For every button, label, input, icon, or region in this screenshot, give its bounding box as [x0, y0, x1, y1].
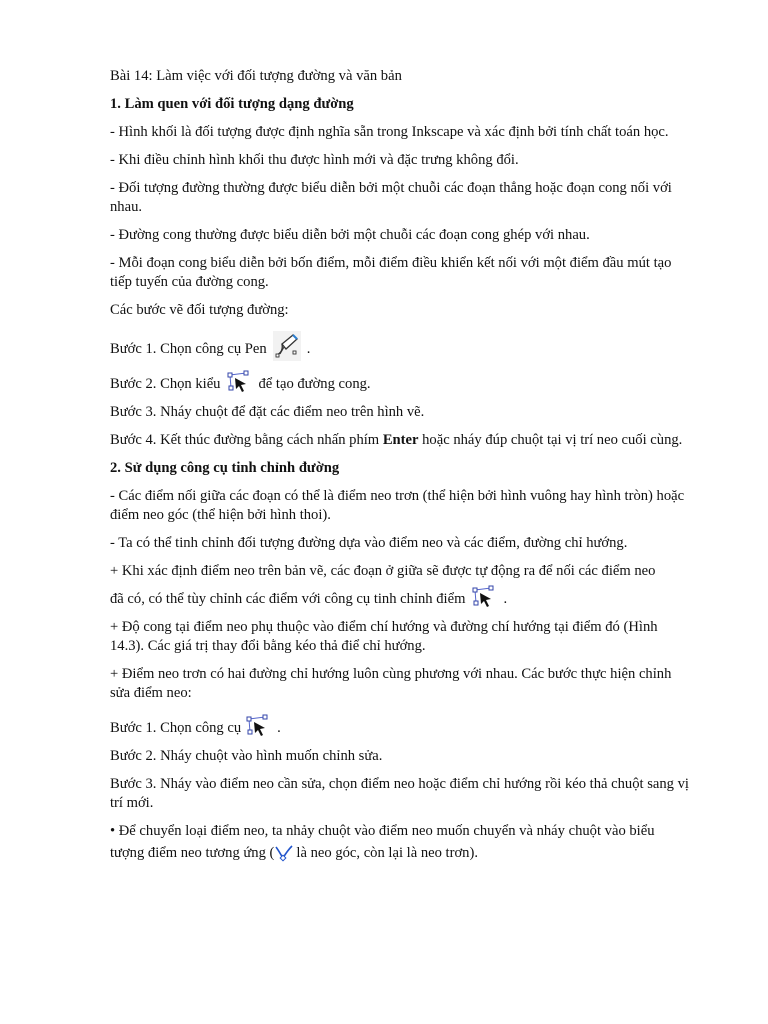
edit-step2: Bước 2. Nháy chuột vào hình muốn chỉnh sửa.	[110, 748, 383, 764]
step1-end: .	[306, 341, 311, 357]
paragraph-curvature: + Độ cong tại điểm neo phụ thuộc vào điểm chí hướng và đường chí hướng tại điểm đó (Hình 14.3). Các giá trị thay đổi bằng kéo thả điể chỉ hướng.	[110, 619, 658, 654]
document-title: Bài 14: Làm việc với đối tượng đường và văn bản	[110, 68, 402, 84]
convert-node-line1: • Để chuyển loại điểm neo, ta nhảy chuột vào điểm neo muốn chuyển và nháy chuột vào biểu	[110, 823, 655, 839]
convert-node-text-b: là neo góc, còn lại là neo trơn).	[296, 844, 478, 861]
paragraph-node-types: - Các điểm nối giữa các đoạn có thể là điểm neo trơn (thể hiện bởi hình vuông hay hình tròn) hoặc điểm neo góc (thể hiện bởi hình thoi).	[110, 488, 685, 523]
paragraph-adjust-path: - Ta có thể tinh chỉnh đối tượng đường dựa vào điểm neo và các điểm, đường chỉ hướng.	[110, 535, 628, 551]
step4	[110, 431, 695, 450]
step2-end: để tạo đường cong.	[258, 376, 371, 392]
q3-end: .	[503, 591, 508, 607]
step1-line	[110, 329, 695, 359]
paragraph-shapes-definition: - Hình khối là đối tượng được định nghĩa sẵn trong Inkscape và xác định bởi tính chất toán học.	[110, 124, 669, 140]
paragraph-auto-segments-line2	[110, 583, 695, 609]
document-page	[110, 67, 695, 872]
convert-node-text-a: tượng điểm neo tương ứng (	[110, 844, 275, 861]
edit-step1-end: .	[277, 720, 281, 736]
paragraph-curve-points: - Mỗi đoạn cong biểu diễn bởi bốn điểm, mỗi điểm điều khiển kết nối với một điểm đầu mút tạo tiếp tuyến của đường cong.	[110, 255, 672, 290]
section2-heading: 2. Sử dụng công cụ tinh chỉnh đường	[110, 460, 340, 476]
node-tool-icon	[471, 585, 497, 611]
edit-step1-text: Bước 1. Chọn công cụ	[110, 720, 242, 736]
step2-text: Bước 2. Chọn kiểu	[110, 376, 221, 392]
paragraph-auto-segments-line1: + Khi xác định điểm neo trên bản vẽ, các đoạn ở giữa sẽ được tự động ra để nối các điểm neo	[110, 563, 656, 579]
section1-heading: 1. Làm quen với đối tượng dạng đường	[110, 96, 354, 112]
enter-key-label: Enter	[382, 432, 419, 448]
edit-step1-line	[110, 712, 695, 738]
paragraph-steps-intro: Các bước vẽ đối tượng đường:	[110, 302, 289, 318]
step2-line	[110, 368, 695, 394]
node-tool-icon	[245, 714, 271, 740]
convert-node-line2	[110, 843, 695, 863]
pen-tool-icon	[273, 331, 301, 361]
paragraph-smooth-node: + Điểm neo trơn có hai đường chỉ hướng luôn cùng phương với nhau. Các bước thực hiện chỉnh sửa điểm neo:	[110, 666, 672, 701]
step3: Bước 3. Nháy chuột để đặt các điểm neo trên hình vẽ.	[110, 404, 425, 420]
step4-text-b: hoặc nháy đúp chuột tại vị trí neo cuối cùng.	[418, 432, 683, 448]
bezier-mode-icon	[226, 370, 252, 396]
step1-text: Bước 1. Chọn công cụ Pen	[110, 341, 267, 357]
paragraph-shapes-adjust: - Khi điều chỉnh hình khối thu được hình mới và đặc trưng không đổi.	[110, 152, 519, 168]
edit-step3: Bước 3. Nháy vào điểm neo cần sửa, chọn điểm neo hoặc điểm chỉ hướng rồi kéo thả chuột sang vị trí mới.	[110, 776, 689, 811]
step4-text-a: Bước 4. Kết thúc đường bằng cách nhấn phím	[110, 432, 383, 448]
paragraph-curve-definition: - Đường cong thường được biểu diễn bởi một chuỗi các đoạn cong ghép với nhau.	[110, 227, 590, 243]
paragraph-path-definition: - Đối tượng đường thường được biểu diễn bởi một chuỗi các đoạn thẳng hoặc đoạn cong nối với nhau.	[110, 180, 672, 215]
corner-node-icon	[274, 843, 294, 863]
q3-line2-text: đã có, có thể tùy chỉnh các điểm với công cụ tinh chỉnh điểm	[110, 591, 466, 607]
